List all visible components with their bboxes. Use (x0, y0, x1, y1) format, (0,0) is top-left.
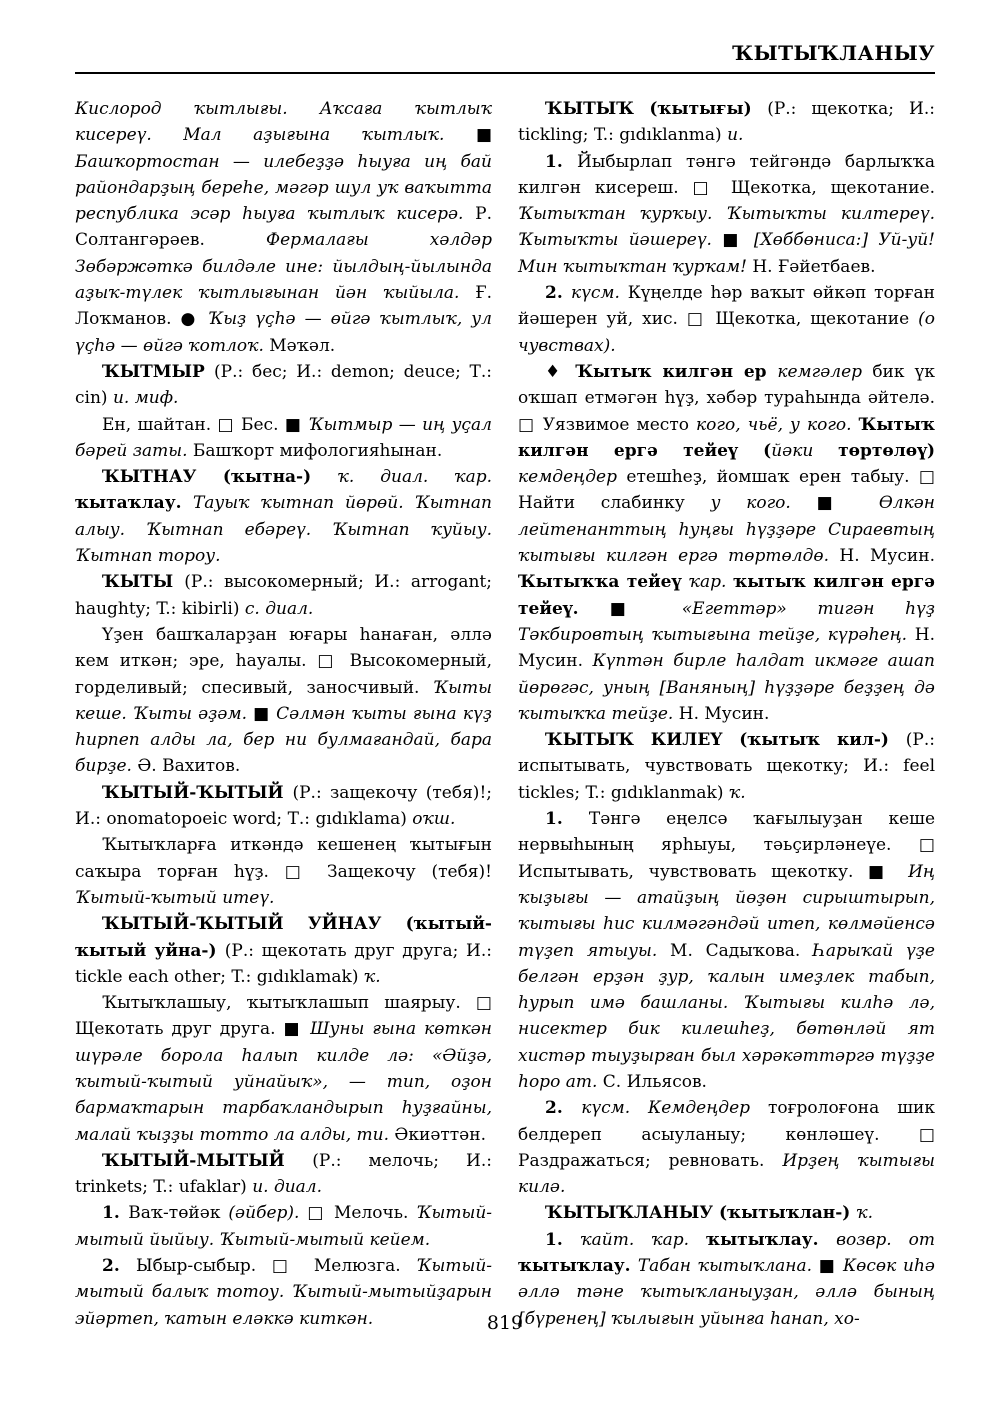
text-run: ҡ. (728, 782, 746, 803)
text-run: (Р.: щекотка; И.: tickling; T.: gıdıklanma) (518, 99, 935, 146)
text-run: ■ (818, 1256, 843, 1277)
text-run: (Р.: высокомерный; И.: arrogant; haughty; T.: kibirli) (75, 572, 492, 619)
text-run: ҠЫТЫ (102, 572, 185, 593)
text-run: төртөлөү) (838, 440, 936, 461)
text-run: с. диал. (244, 598, 314, 619)
text-run: 1. (545, 151, 578, 172)
dictionary-paragraph (75, 412, 492, 465)
text-run: оҡш. (412, 809, 456, 830)
dictionary-paragraph (75, 359, 492, 412)
header-rule (75, 72, 935, 74)
dictionary-paragraph (75, 780, 492, 833)
text-run: Ҡытый-мытый балыҡ тотоу. Ҡытый-мытыйҙарын эйәртеп, ҡатын еләккә киткән. (75, 1256, 493, 1329)
dictionary-paragraph (518, 359, 935, 727)
text-run: С. Ильясов. (602, 1071, 707, 1092)
text-run: возвр. от (836, 1229, 936, 1250)
text-run: 1. (102, 1203, 129, 1224)
text-run: Ирҙең ҡытығы килә. (518, 1150, 935, 1198)
text-run: ҠЫТЫЙ-ҠЫТЫЙ (102, 782, 293, 803)
text-run: ҠЫТЫЙ-МЫТЫЙ (102, 1150, 313, 1171)
dictionary-paragraph (75, 464, 492, 569)
text-run: Мәҡәл. (269, 335, 336, 356)
text-run: Ҡытыҡларға иткәндә кешенең ҡытығын саҡыра торған һүҙ. □ Защекочу (тебя)! (75, 835, 492, 882)
text-run: ҠЫТЫҠ (ҡытығы) (545, 99, 768, 119)
text-run: Фермалағы хәлдәр Зөбәржәткә билдәле ине: йылдың-йылында аҙыҡ-түлек ҡытлығынан йән ҡыйыла. (75, 230, 493, 304)
text-run: ҡар. (688, 572, 734, 593)
dictionary-paragraph (518, 727, 935, 806)
text-run: Ҡытыҡ килгән ер (575, 361, 778, 382)
dictionary-paragraph (518, 96, 935, 149)
dictionary-paragraph (518, 1095, 935, 1200)
text-run: Әкиәттән. (394, 1124, 486, 1145)
text-run: «Егеттәр» тигән һүҙ Тәкбировтың ҡытығына тейҙе, күрәһең. (518, 598, 935, 645)
dictionary-paragraph (518, 1200, 935, 1226)
dictionary-paragraph (518, 280, 935, 359)
text-run: Һарыҡай үҙе белгән ерҙән ҙур, ҡалын имеҙлек табып, һурып имә башланы. Ҡытығы килһә лә, нисектер бик килешһеҙ, бөтөнләй ят хистәр тыуҙырған был хәрәкәттәргә түҙҙе һоро ат. (518, 940, 935, 1092)
text-run: у кого. (710, 493, 817, 514)
dictionary-paragraph (75, 1200, 492, 1253)
dictionary-paragraph (75, 622, 492, 780)
text-run: Көсөк иһә әллә тәне ҡытыҡланыуҙан, әллә бының [бүренең] ҡылығын уйынға һанап, хо- (518, 1256, 935, 1329)
text-run: Ҡытыҡтан ҡурҡыу. Ҡытыҡты килтереү. Ҡытыҡты йәшереү. (518, 204, 935, 251)
text-run: 2. (545, 1098, 582, 1119)
text-run: Ә. Вахитов. (137, 756, 241, 777)
text-run: ҡ. (363, 966, 381, 987)
text-run: ҠЫТЫҠЛАНЫУ (ҡытыҡлан-) (545, 1203, 857, 1224)
dictionary-paragraph (75, 911, 492, 990)
text-run: (Р.: мелочь; И.: trinkets; T.: ufaklar) (75, 1150, 492, 1198)
text-run: Өлкән лейтенанттың һуңғы һүҙҙәре Сираевтың ҡытығы килгән ергә төртөлдө. (518, 493, 935, 567)
text-run: Ҡытыҡҡа тейеү (518, 572, 689, 593)
text-run: бик үк оҡшап етмәгән һүҙ, хәбәр тураһында әйтелә. □ Уязвимое место (518, 361, 935, 435)
text-run: Күңелде һәр ваҡыт өйкәп торған йәшерен уй, хис. □ Щекотка, щекотание (518, 283, 935, 330)
text-run: ■ (722, 230, 754, 251)
text-run: ҡытаҡлау. (75, 493, 193, 514)
text-run: Н. Ғәйетбаев. (752, 256, 876, 277)
text-run: ■ (816, 493, 879, 514)
text-run: ҡытыҡ килгән ергә тейеү. (518, 572, 935, 619)
text-run: Н. Мусин. (518, 624, 935, 672)
text-run: ҠЫТЫҠ КИЛЕҮ (ҡытыҡ кил-) (545, 730, 906, 751)
text-run: Тауыҡ ҡытнап йөрөй. Ҡытнап алыу. Ҡытнап ебәреү. Ҡытнап ҡуйыу. Ҡытнап тороу. (75, 493, 492, 567)
text-run: кемдеңдер (518, 467, 627, 488)
dictionary-paragraph (75, 990, 492, 1148)
text-run: Иң ҡыҙығы — атайҙың йөҙөн сирыштырып, ҡытығы һис килмәгәндәй итеп, көлмәйенсә түҙеп ятыуы. (518, 861, 935, 961)
running-head: ҠЫТЫҠЛАНЫУ (732, 41, 935, 65)
text-run: Йыбырлап тәнгә тейгәндә барлыҡҡа килгән кисереш. □ Щекотка, щекотание. (518, 151, 935, 198)
text-run: [Хөббөниса:] Уй-уй! Мин ҡытыҡтан ҡурҡам! (518, 230, 935, 277)
text-run: ҠЫТЫЙ-ҠЫТЫЙ УЙНАУ (ҡытый-ҡытый уйна-) (75, 914, 492, 961)
text-run: Ваҡ-төйәк (128, 1203, 229, 1224)
text-run: (Р.: щекотать друг друга; И.: tickle each other; T.: gıdıklamak) (75, 940, 492, 987)
text-columns (75, 96, 935, 1332)
text-run: тоғролоғона шик белдереп асыуланыу; көнләшеү. □ Раздражаться; ревновать. (518, 1098, 935, 1171)
text-run: күсм. (571, 283, 628, 304)
dictionary-paragraph (518, 806, 935, 1095)
text-run: ҠЫТНАУ (ҡытна-) (102, 467, 338, 488)
text-run: М. Садыҡова. (670, 940, 814, 961)
page-number: 819 (486, 1312, 524, 1334)
text-run: Ен, шайтан. □ Бес. ■ (102, 414, 309, 435)
dictionary-paragraph (75, 832, 492, 911)
text-run: Сәлмән ҡыты ғына күҙ һирпеп алды ла, бер ни булмағандай, бара бирҙе. (75, 703, 492, 777)
text-run: Р. Солтангәрәев. (75, 204, 492, 251)
text-run: Башҡорт мифологияһынан. (192, 440, 443, 461)
text-run: ҡ. (856, 1203, 873, 1224)
text-run: Ҡытмыр — иң уҫал бәрей заты. (75, 414, 492, 461)
text-run: и. миф. (112, 388, 179, 409)
text-run: ҡайт. ҡар. (580, 1229, 707, 1250)
text-run: Н. Мусин. (839, 546, 935, 567)
text-run: Ҡыҙ үҫһә — өйгә ҡытлыҡ, ул үҫһә — өйгә ҡотлоҡ. (75, 309, 492, 356)
left-column (75, 96, 492, 1332)
text-run: Ҡыты кеше. Ҡыты әҙәм. (75, 677, 492, 724)
text-run: ■ (609, 598, 682, 619)
text-run: ҡ. диал. ҡар. (337, 467, 493, 488)
text-run: Ҡытый-ҡытый итеү. (75, 887, 275, 908)
text-run: Күптән бирле һалдат икмәге ашап йөрөгәс, уның [Ваняның] һүҙҙәре беҙҙең дә ҡытыҡҡа тейҙе. (518, 651, 935, 724)
text-run: 2. (545, 283, 572, 304)
text-run: Кислород ҡытлығы. Аҡсаға ҡытлыҡ кисереү. Мал аҙығына ҡытлыҡ. (75, 99, 492, 146)
dictionary-paragraph (75, 569, 492, 622)
text-run: Табан ҡытыҡлана. (637, 1256, 819, 1277)
text-run: күсм. Кемдеңдер (581, 1098, 768, 1119)
text-run: ♦ (545, 361, 576, 382)
text-run: ■ (475, 125, 492, 146)
text-run: кемгәлер (777, 361, 873, 382)
text-run: 2. (102, 1256, 136, 1277)
text-run: Үҙен башҡаларҙан юғары һанаған, әллә кем иткән; эре, һауалы. □ Высокомерный, горделивый; спесивый, заносчивый. (75, 624, 492, 698)
text-run: Ыбыр-сыбыр. □ Мелюзга. (135, 1256, 417, 1277)
dictionary-paragraph (75, 1148, 492, 1201)
text-run: (Р.: защекочу (тебя)!; И.: onomatopoeic word; Т.: gıdıklama) (75, 782, 492, 830)
text-run: (Р.: бес; И.: demon; deuce; Т.: cin) (75, 361, 492, 409)
text-run: (о чувствах). (518, 309, 935, 356)
text-run: ҠЫТМЫР (102, 361, 215, 382)
text-run: ■ (253, 703, 277, 724)
text-run: и. (727, 125, 744, 146)
text-run: ҡытыҡлау. (706, 1229, 837, 1250)
text-run: Тәнгә еңелсә ҡағылыуҙан кеше нервыһының ярһыуы, тәьҫирләнеүе. □ Испытывать, чувствовать щекотку. ■ (518, 809, 936, 882)
text-run: Ҡытыҡлашыу, ҡытыҡлашып шаярыу. □ Щекотать друг друга. ■ (75, 993, 492, 1040)
text-run: □ Мелочь. (307, 1203, 417, 1224)
text-run: Шуны ғына көткән шүрәле борола һалып килде лә: «Әйҙә, ҡытый-ҡытый уйнайыҡ», — тип, оҙон бармаҡтарын тарбаҡландырып һуҙғайны, малай ҡыҙҙы тотто ла алды, ти. (75, 1019, 492, 1145)
right-column (518, 96, 935, 1332)
dictionary-paragraph (75, 96, 492, 359)
text-run: йәки (771, 440, 839, 461)
dictionary-paragraph (518, 149, 935, 280)
text-run: 1. (545, 809, 589, 830)
text-run: и. диал. (252, 1177, 323, 1198)
text-run: (әйбер). (228, 1203, 308, 1224)
page-content (75, 42, 935, 1332)
text-run: етешһеҙ, йомшаҡ ерен табыу. □ Найти слабинку (518, 467, 935, 514)
text-run: Башҡортостан — илебеҙҙә һыуға иң бай райондарҙың береһе, мәгәр шул уҡ ваҡытта республика эсәр һыуға ҡытлыҡ кисерә. (75, 151, 492, 225)
text-run: ҡытыҡлау. (518, 1256, 638, 1277)
text-run: (Р.: испытывать, чувствовать щекотку; И.: feel tickles; T.: gıdıklanmak) (518, 730, 935, 803)
text-run: Ҡытый-мытый йыйыу. Ҡытый-мытый кейем. (75, 1203, 493, 1250)
text-run: Н. Мусин. (678, 703, 770, 724)
text-run: Ҡытыҡ килгән ергә тейеү ( (518, 414, 935, 461)
text-run: Ғ. Лоҡманов. ● (75, 283, 492, 330)
text-run: кого, чьё, у кого. (696, 414, 859, 435)
text-run: 1. (545, 1229, 581, 1250)
